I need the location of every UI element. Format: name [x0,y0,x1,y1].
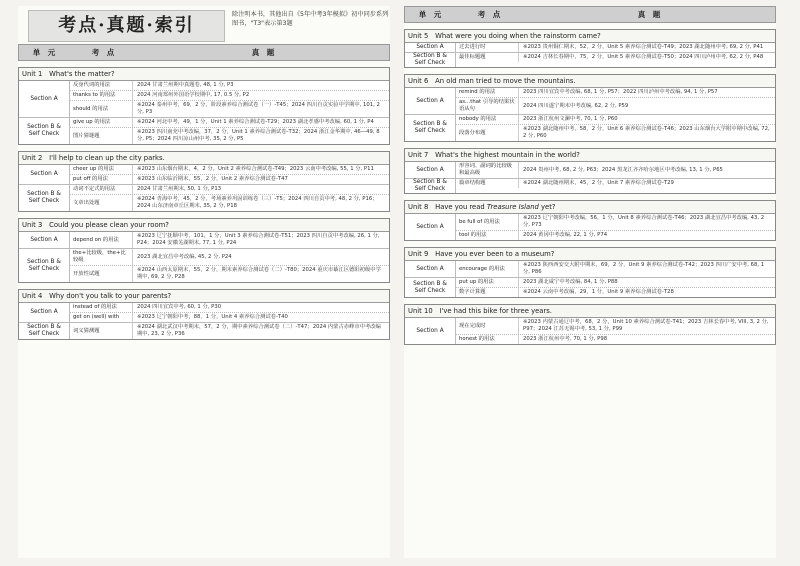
topic-cell: depend on 的用法 [70,232,133,248]
topic-cell: remind 的用法 [456,88,519,97]
right-page [404,6,776,558]
unit-title-text: Unit 5 What were you doing when the rainstorm came? [408,32,601,40]
topic-cell: the+比较级，the+比较级 [70,249,133,265]
source-cell: 2023 湖北咸宁中考改编, 84, 1 分, P88 [523,279,618,285]
source-cell: ※2024 湖北武汉中考期末，57，2 分，期中素养综合测试卷（二）-T47；2024 内蒙古赤峰市中考改编期中, 23, 2 分, P36 [137,324,381,337]
unit-title-text: Unit 8 Have you read [408,203,487,211]
unit-block [18,218,390,283]
topic-cell: get on (well) with [70,313,133,322]
topic-cell: 篇章结构题 [456,179,519,188]
table-row [456,125,775,141]
unit-block [18,151,390,212]
table-row [70,118,389,128]
unit-block [18,67,390,145]
section-block [19,118,389,144]
unit-title [19,152,389,165]
topic-cell: give up 的用法 [70,118,133,127]
topic-cell: 文章出处题 [70,195,133,211]
source-cell: 2023 湖北宜昌中考改编, 45, 2 分, P24 [137,253,232,260]
section-label: Section B & Self Check [405,115,456,141]
section-block [405,214,775,240]
section-label: Section A [19,303,70,322]
source-cell: ※2023 辽宁朝阳中考改编，56，1 分，Unit 8 素养综合测试卷-T46；2023 湖北宜昌中考改编, 43, 2 分, P73 [523,215,765,228]
section-block [405,53,775,67]
section-block [19,303,389,323]
section-rows [456,53,775,67]
section-block [19,81,389,118]
unit-title [405,30,775,43]
unit-title [405,248,775,261]
section-label: Section A [405,261,456,277]
section-rows [70,118,389,144]
section-rows [456,318,775,344]
source-cell: ※2023 山东烟台期末，4，2 分，Unit 2 素养综合测试卷-T49；2023 云南中考改编, 55, 1 分, P11 [137,166,374,172]
source-cell: ※2023 贵州铜仁期末，52，2 分，Unit 5 素养综合测试卷-T49；2023 湖北随州中考, 69, 2 分, P41 [523,44,764,50]
source-cell: ※2023 山东临沂期末，55，2 分，Unit 2 素养综合测试卷-T47 [137,176,288,182]
unit-title-text: Unit 1 What's the matter? [22,70,115,78]
topic-cell: 过去进行时 [456,43,519,52]
section-label: Section A [405,318,456,344]
table-row [70,185,389,195]
source-cell: 2024 四川宜宾中考, 60, 1 分, P30 [137,304,222,310]
topic-cell: 最佳标题题 [456,53,519,62]
topic-cell: instead of 的用法 [70,303,133,312]
topic-cell: 现在完成时 [456,318,519,334]
source-cell: 2024 甘肃兰州期末, 50, 1 分, P13 [137,186,222,192]
section-block [19,165,389,185]
section-rows [70,81,389,117]
unit-title-text: Unit 9 Have you ever been to a museum? [408,250,555,258]
section-rows [456,261,775,277]
table-row [456,288,775,297]
source-cell: 2023 四川宜宾中考改编, 68, 1 分, P57；2022 四川泸州中考改编, 94, 1 分, P57 [523,89,718,95]
source-cell: ※2023 四川南充中考改编，37，2 分，Unit 1 素养综合测试卷-T32；2024 浙江金华期中, 46—49, 8 分, P5；2024 四川凉山州中考, 35, 2 分, P5 [137,129,380,142]
section-label: Section A [19,165,70,184]
section-rows [456,115,775,141]
source-cell: ※2024 河北中考，49，1 分，Unit 1 素养综合测试卷-T29；2023 湖北孝感中考改编, 60, 1 分, P4 [137,119,374,125]
table-row [456,53,775,62]
unit-title-italic: Treasure Island [486,203,539,211]
topic-cell: 词义猜测题 [70,323,133,339]
unit-title-text: Unit 3 Could you please clean your room? [22,221,169,229]
section-block [405,43,775,53]
unit-block [404,148,776,194]
table-row [456,214,775,231]
table-row [456,231,775,240]
unit-title-end: yet? [538,203,556,211]
topic-cell: honest 的用法 [456,335,519,344]
table-row [456,261,775,277]
unit-list [18,67,390,340]
source-cell: ※2024 泰州中考，69，2 分，阶段素养综合测试卷（一）-T45；2024 四川自贡实验中学期中, 101, 2 分, P3 [137,102,380,115]
topic-cell: cheer up 的用法 [70,165,133,174]
column-unit: 单 元 [32,48,56,57]
topic-cell: 图片猜谜题 [70,128,133,144]
table-row [70,81,389,91]
column-topic: 考 点 [477,10,501,19]
source-cell: ※2023 内蒙古通辽中考，68，2 分，Unit 10 素养综合测试卷-T41；2023 吉林长春中考, VIII, 3, 2 分, P97；2024 江苏无锡中考, 53, 1 分, P99 [523,319,769,332]
section-block [19,185,389,211]
unit-title [19,290,389,303]
unit-title [405,75,775,88]
section-block [405,115,775,141]
topic-cell: encourage 的用法 [456,261,519,277]
unit-title-text: Unit 4 Why don't you talk to your parents? [22,292,172,300]
section-block [19,249,389,282]
column-paper: 真 题 [637,10,661,19]
topic-cell: put up 的用法 [456,278,519,287]
unit-title-text: Unit 2 I'll help to clean up the city parks. [22,154,165,162]
section-rows [456,214,775,240]
section-rows [70,165,389,184]
source-cell: 2024 四川遂宁期末中考改编, 62, 2 分, P59 [523,102,629,109]
topic-cell: be full of 的用法 [456,214,519,230]
unit-block [18,289,390,340]
table-row [456,318,775,335]
topic-cell: 反身代词的用法 [70,81,133,90]
column-header [404,6,776,23]
table-row [70,195,389,211]
section-rows [456,43,775,52]
unit-block [404,304,776,345]
section-rows [70,185,389,211]
source-cell: ※2023 陕西西安交大附中期末，69，2 分，Unit 9 素养综合测试卷-T42；2023 四川广安中考, 68, 1 分, P86 [523,262,765,275]
table-row [456,335,775,344]
table-row [456,162,775,178]
section-rows [456,162,775,178]
unit-block [404,247,776,298]
section-label: Section A [405,214,456,240]
section-label: Section B & Self Check [19,323,70,339]
section-label: Section B & Self Check [19,249,70,282]
section-block [405,261,775,278]
source-cell: ※2024 湖北随州期末，45，2 分，Unit 7 素养综合测试卷-T29 [523,180,674,186]
source-cell: ※2023 辽宁朝阳中考，88，1 分，Unit 4 素养综合测试卷-T40 [137,314,288,320]
section-block [19,323,389,339]
topic-cell: tool 的用法 [456,231,519,240]
index-header [18,6,390,44]
section-label: Section B & Self Check [405,179,456,193]
source-cell: ※2024 青海中考，45，2 分，考场素养巩固训练卷（三）-T5；2024 四川自贡中考, 48, 2 分, P16；2024 山东济南章丘区期末, 35, 2 分, P18 [137,196,378,209]
table-row [456,115,775,125]
table-row [456,43,775,52]
table-row [456,179,775,188]
table-row [70,128,389,144]
source-cell: 2024 黄冈中考改编, 22, 1 分, P74 [523,232,608,238]
table-row [70,232,389,248]
source-cell: ※2024 山西太原期末，55，2 分，期末素养综合测试卷（二）-T80；2024 重庆市綦江区德阳初级中学期中, 69, 2 分, P28 [137,267,381,280]
table-row [70,91,389,101]
section-block [405,278,775,297]
table-row [70,323,389,339]
unit-title-text: Unit 10 I've had this bike for three years. [408,307,552,315]
table-row [70,175,389,184]
table-row [456,98,775,114]
topic-cell: should 的用法 [70,101,133,117]
section-label: Section A [405,162,456,178]
section-block [19,232,389,249]
column-topic: 考 点 [91,48,115,57]
table-row [456,88,775,98]
section-label: Section A [19,81,70,117]
section-rows [456,88,775,114]
table-row [456,278,775,288]
section-block [405,162,775,179]
section-label: Section A [405,43,456,52]
unit-title [19,68,389,81]
table-row [70,165,389,175]
topic-cell: 形容词、副词的比较级和最高级 [456,162,519,178]
table-row [70,101,389,117]
section-rows [456,179,775,193]
topic-cell: 开放性试题 [70,266,133,282]
unit-block [404,200,776,241]
section-rows [70,323,389,339]
source-note: 除注明本书，其他出自《5年中考3年模拟》初中同步系列图书，"T3"表示第3题 [232,11,389,27]
source-cell: ※2024 云南中考改编，29，1 分，Unit 9 素养综合测试卷-T28 [523,289,674,295]
section-label: Section B & Self Check [19,185,70,211]
section-label: Section B & Self Check [405,53,456,67]
source-cell: ※2023 湖北随州中考，58，2 分，Unit 6 素养综合测试卷-T46；2023 山东烟台大学附中期中改编, 72, 2 分, P60 [523,126,770,139]
column-header [18,44,390,61]
section-label: Section A [19,232,70,248]
left-page [18,6,390,558]
topic-cell: thanks to 的用法 [70,91,133,100]
unit-title-text: Unit 6 An old man tried to move the mountains. [408,77,576,85]
source-cell: ※2023 辽宁抚顺中考，101，1 分，Unit 3 素养综合测试卷-T51；2023 四川自贡中考改编, 26, 1 分, P24；2024 安徽芜湖期末, 77, 1 分, P24 [137,233,380,246]
source-cell: 2024 河南郑州外国语学校期中, 17, 0.5 分, P2 [137,92,250,98]
section-block [405,318,775,344]
section-label: Section B & Self Check [405,278,456,297]
section-rows [70,303,389,322]
section-rows [70,249,389,282]
topic-cell: 数字计算题 [456,288,519,297]
unit-title [405,201,775,214]
table-row [70,303,389,313]
source-cell: 2024 贵州中考, 68, 2 分, P63；2024 黑龙江齐齐哈尔地区中考改编, 13, 1 分, P65 [523,166,723,173]
column-paper: 真 题 [251,48,275,57]
section-label: Section B & Self Check [19,118,70,144]
topic-cell: put off 的用法 [70,175,133,184]
page-title: 考点·真题·索引 [28,10,225,42]
table-row [70,266,389,282]
table-row [70,313,389,322]
section-block [405,88,775,115]
source-cell: 2024 甘肃兰州期中真题卷, 48, 1 分, P3 [137,82,234,88]
section-label: Section A [405,88,456,114]
topic-cell: as…that 引导的结果状语从句 [456,98,519,114]
unit-title [19,219,389,232]
table-row [70,249,389,266]
source-cell: 2023 浙江杭州中考, 70, 1 分, P98 [523,336,608,342]
source-cell: 2023 浙江杭州文澜中考, 70, 1 分, P60 [523,116,618,122]
topic-cell: nobody 的用法 [456,115,519,124]
unit-block [404,29,776,68]
unit-list [404,29,776,345]
section-rows [70,232,389,248]
unit-title [405,305,775,318]
topic-cell: 动词不定式的用法 [70,185,133,194]
unit-title [405,149,775,162]
source-cell: ※2024 吉林长春期中，75，2 分，Unit 5 素养综合测试卷-T50；2024 四川泸州中考, 62, 2 分, P48 [523,54,764,60]
unit-title-text: Unit 7 What's the highest mountain in the world? [408,151,580,159]
column-unit: 单 元 [418,10,442,19]
unit-block [404,74,776,142]
section-rows [456,278,775,297]
section-block [405,179,775,193]
topic-cell: 段落分布题 [456,125,519,141]
